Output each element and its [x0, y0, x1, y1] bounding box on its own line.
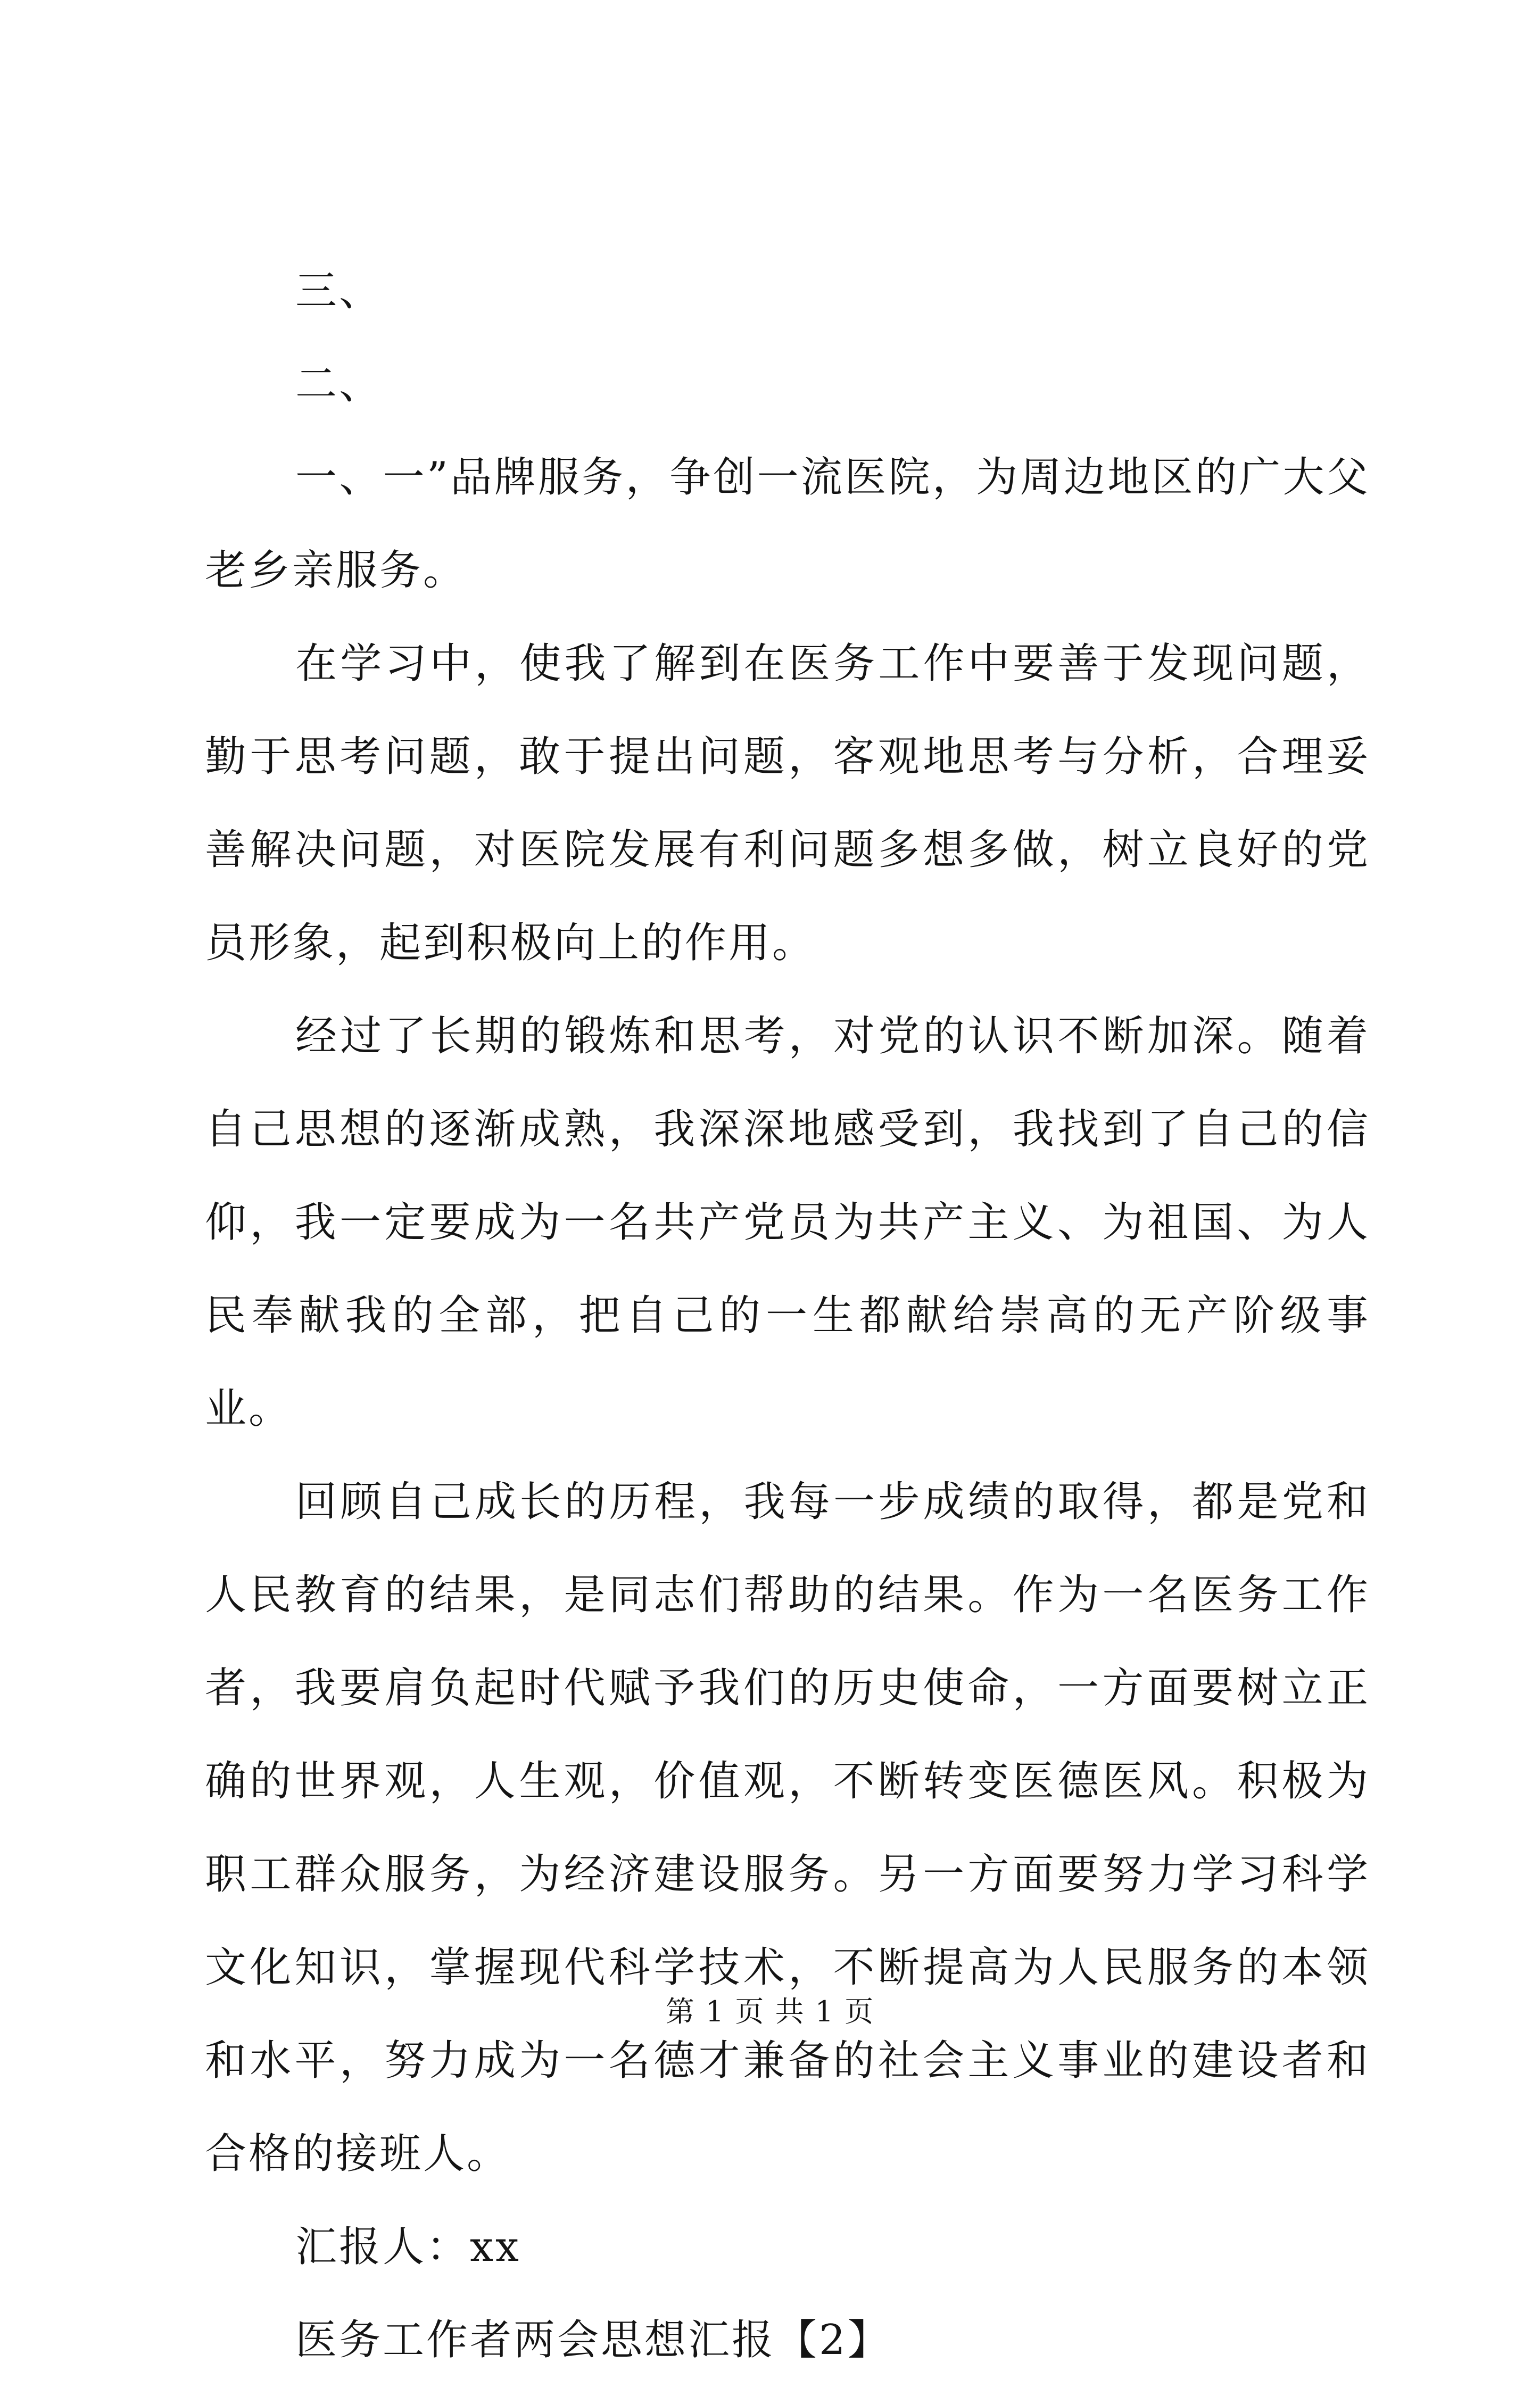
- paragraph-understanding: 经过了长期的锻炼和思考，对党的认识不断加深。随着自己思想的逐渐成熟，我深深地感受到，我找到了自己的信仰，我一定要成为一名共产党员为共产主义、为祖国、为人民奉献我的全部，把自己的一生都献给崇高的无产阶级事业。: [205, 1012, 1370, 1433]
- page-footer: 第 1 页 共 1 页: [665, 1995, 875, 2028]
- paragraph-reporter: 汇报人：xx: [295, 2223, 521, 2271]
- paragraph-next-title: 医务工作者两会思想汇报【2】: [295, 2316, 891, 2364]
- document-body: [205, 245, 1370, 2387]
- paragraph-section-three: 三、: [295, 267, 383, 315]
- paragraph-review: 回顾自己成长的历程，我每一步成绩的取得，都是党和人民教育的结果，是同志们帮助的结果。作为一名医务工作者，我要肩负起时代赋予我们的历史使命，一方面要树立正确的世界观，人生观，价值观，不断转变医德医风。积极为职工群众服务，为经济建设服务。另一方面要努力学习科学文化知识，掌握现代科学技术，不断提高为人民服务的本领和水平，努力成为一名德才兼备的社会主义事业的建设者和合格的接班人。: [205, 1478, 1370, 2178]
- paragraph-learning: 在学习中，使我了解到在医务工作中要善于发现问题，勤于思考问题，敢于提出问题，客观地思考与分析，合理妥善解决问题，对医院发展有利问题多想多做，树立良好的党员形象，起到积极向上的作用。: [205, 640, 1370, 967]
- paragraph-section-one: 一、一”品牌服务，争创一流医院，为周边地区的广大父老乡亲服务。: [205, 453, 1370, 594]
- paragraph-section-two: 二、: [295, 360, 383, 408]
